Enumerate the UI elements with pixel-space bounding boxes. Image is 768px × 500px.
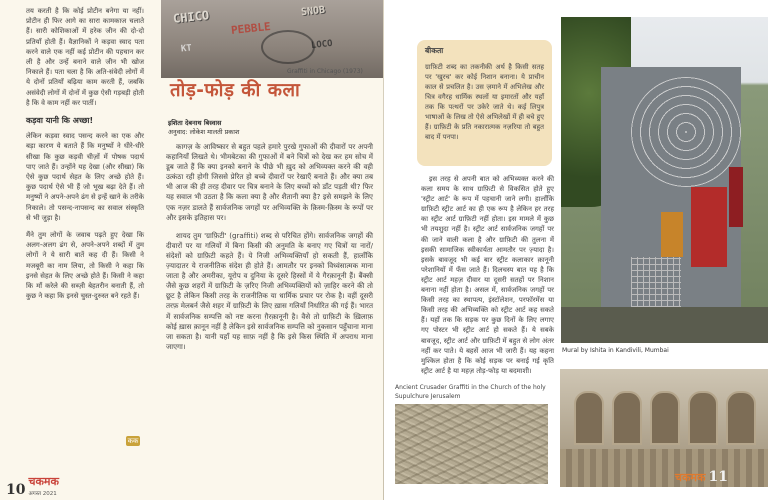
text-column-1 bbox=[26, 6, 144, 308]
magazine-name: चकमक bbox=[28, 475, 59, 488]
sidebar-box bbox=[417, 40, 552, 166]
end-ornament-icon: कक bbox=[127, 437, 139, 445]
crusader-caption: Ancient Crusader Graffiti in the Church of the holy Supulchure Jerusalem bbox=[395, 384, 546, 400]
crusader-graffiti-photo bbox=[395, 404, 548, 484]
translator-credit: अनुवाद: लोकेश मालती प्रकाश bbox=[168, 128, 240, 136]
magazine-name: चकमक bbox=[675, 471, 706, 484]
page-number: 11 bbox=[708, 469, 728, 485]
paragraph: इस तरह से अपनी बात को अभिव्यक्त करने की कला समय के साथ ग्राफ़िटी से विकसित होते हुए 'स्ट्रीट आर्ट' के रूप में पहचानी जाने लगी। हालाँकि ग्राफ़िटी स्ट्रीट आर्ट का ही एक रूप है लेकिन हर तरह का स्ट्रीट आर्ट ग्राफ़िटी नहीं होता। इस मामले में कुछ भी तयशुदा नहीं है। स्ट्रीट आर्ट सार्वजनिक जगहों पर की जाने वाली कला है और ग्राफ़िटी की तुलना में इसकी सामाजिक स्वीकार्यता आमतौर पर ज़्यादा है। इसके बावजूद भी कई बार स्ट्रीट कलाकार क़ानूनी परेशानियों में फँस जाते हैं। दिलचस्प बात यह है कि स्ट्रीट आर्ट महज़ दीवार या दूसरी सतहों पर निशान बनाना नहीं होता है। असल में, सार्वजनिक जगहों पर किसी तरह का स्थापत्य, इंस्टॉलेशन, परफॉरमेंस या किसी तरह की अभिव्यक्ति को स्ट्रीट आर्ट कह सकते हैं। यहाँ तक कि सड़क पर कुछ दिनों के लिए लगाए गए पोस्टर भी स्ट्रीट आर्ट हो सकते हैं। ये सबके बावजूद, स्ट्रीट आर्ट और ग्राफ़िटी में बहुत से लोग अंतर नहीं कर पाते। ये बहसें आज भी जारी हैं। यह कहना मुश्किल होता है कि कोई सड़क पर बनाई गई कृति स्ट्रीट आर्ट है या महज़ तोड़-फोड़ या बदमाशी। bbox=[421, 175, 554, 375]
paragraph: शायद तुम 'ग्राफ़िटी' (graffiti) शब्द से परिचित होंगे। सार्वजनिक जगहों की दीवारों पर या गलियों में बिना किसी की अनुमति के बनाए गए चित्रों या नारों/संदेशों को ग्राफ़िटी कहते हैं। ये निजी अभिव्यक्तियाँ हो सकती हैं, हालाँकि ज़्यादातर ये राजनीतिक संदेश ही होते हैं। आमतौर पर इनको विध्वंसात्मक माना जाता है और अमरीका, यूरोप व दुनिया के दूसरे हिस्सों में ये गैरक़ानूनी हैं। बैंक्सी जैसे कुछ शहरों में ग्राफ़िटी के ज़रिए निजी अभिव्यक्तियों को ज़ाहिर करने की तो छूट है लेकिन किसी तरह के राजनीतिक या धार्मिक प्रचार पर रोक है। वहीं दूसरी तरफ़ मेलबर्न जैसे शहर में ग्राफ़िटी के लिए ख़ास गलियाँ निर्धारित की गई हैं। भारत में सार्वजनिक सम्पत्ति को नष्ट करना ग़ैरक़ानूनी है। वैसे तो ग्राफ़िटी के ख़िलाफ़ कोई ख़ास क़ानून नहीं है लेकिन इसे सार्वजनिक सम्पत्ति को नुकसान पहुँचाना माना जा सकता है। यानी यहाँ यह साफ़ नहीं है कि इसे किस स्थिति में अपराध माना जाएगा। bbox=[166, 230, 373, 351]
paragraph: लेकिन कड़वा स्वाद पसन्द करने का एक और बड़ा कारण ये बताते हैं कि मनुष्यों ने धीरे-धीरे सीखा कि कुछ कड़वी चीज़ों में पोषक पदार्थ पाए जाते हैं। उन्होंने यह देखा (और सीखा) कि ऐसे कुछ पदार्थ सेहत के लिए अच्छे होते हैं। कुछ पदार्थ ऐसे भी हैं जो भूख बढ़ा देते हैं। तो मनुष्यों ने अपने-अपने ढंग से इन्हें खाने के तरीके निकाले। तो पसन्द-नापसन्द का सवाल संस्कृति से भी जुड़ा है। bbox=[26, 132, 144, 222]
sidebar-body: ग्राफ़िटी शब्द का तकनीकी अर्थ है किसी सतह पर 'खुरच' कर कोई निशान बनाना। ये प्राचीन काल से प्रचलित है। उस ज़माने में अभिलेख और चित्र वगैरह धार्मिक स्थलों या इमारतों और यहाँ तक कि पत्थरों पर उकेरे जाते थे। कई लिपुत्र भाषाओं के लिख तो ऐसे अभिलेखों में ही बचे हुए हैं। ग्राफ़िटी के प्रति नकारात्मक नज़रिया तो बहुत बाद में पनपा। bbox=[425, 63, 544, 141]
paragraph: तय करती है कि कोई प्रोटीन बनेगा या नहीं। प्रोटीन ही फिर आगे का सारा कामकाज चलाते हैं। सारी कोशिकाओं में हरेक जीन की दो-दो प्रतियाँ होती हैं। वैज्ञानिकों ने कड़वा स्वाद पता करने वाले एक नहीं कई प्रोटीन की पहचान कर ली है और उन्हें बनाने वाले जीन भी खोज निकाले हैं। पता चला है कि अति-संवेदी लोगों में ये दोनों प्रतियाँ बढ़िया काम करती हैं, जबकि असंवेदी लोगों में दोनों में कुछ ऐसी गड़बड़ी होती है कि वे काम नहीं कर पातीं। bbox=[26, 7, 144, 107]
paragraph: मैंने तुम लोगों के जवाब पढ़ते हुए देखा कि अलग-अलग ढंग से, अपने-अपने शब्दों में तुम लोगों ने ये सारी बातें कह दी हैं। किसी ने मजबूरी का नाम लिया, तो किसी ने कहा कि इनसे सेहत के लिए अच्छे होते हैं। किसी ने कहा कि माँ करेले की सब्ज़ी बेहतरीन बनाती हैं, तो कुछ ने कहा कि इनसे चुस्त-दुरुस्त बने रहते हैं। bbox=[26, 231, 144, 301]
mural-caption: Mural by Ishita in Kandivili, Mumbai bbox=[562, 347, 669, 354]
page-number: 10 bbox=[6, 482, 26, 498]
paragraph: कागज़ के आविष्कार से बहुत पहले हमारे पुरखे गुफाओं की दीवारों पर अपनी कहानियाँ लिखते थे। भीमबेटका की गुफाओं में बने चित्रों को देख कर हम सोच में डूब जाते हैं कि क्या इनको बनाने के पीछे भी ख़ुद को अभिव्यक्त करने की वही उत्कंठा रही होगी जिससे प्रेरित हो बच्चे दीवारों पर रेखाएँ बनाते हैं। और क्या तब भी आज की ही तरह दीवार पर चित्र बनाने के लिए बच्चों को डाँट पड़ती थी? फिर यह सवाल भी उठता है कि कला क्या है और शैतानी क्या है? इसे समझने के लिए एक नज़र डालते हैं सार्वजनिक जगहों पर अभिव्यक्ति के क़िस्म-क़िस्म के रूपों पर और इसके इतिहास पर। bbox=[166, 142, 373, 222]
author-name: इशिता देबनाथ बिस्वास bbox=[168, 119, 222, 127]
article-title: तोड़-फोड़ की कला bbox=[170, 80, 301, 101]
sidebar-title: बीकता bbox=[425, 46, 444, 55]
carved-wall-photo bbox=[560, 369, 768, 487]
page-folio-right bbox=[675, 470, 728, 484]
byline bbox=[168, 119, 239, 137]
chicago-graffiti-photo: CHICO PEBBLE SNOB LOCO KT bbox=[161, 0, 384, 78]
text-column-2 bbox=[166, 142, 373, 360]
page-folio-left bbox=[6, 470, 59, 497]
photo-credit: Graffiti in Chicago (1973) bbox=[287, 68, 363, 75]
section-subheading: कड़वा यानी कि अच्छा! bbox=[26, 116, 94, 126]
mural-photo bbox=[561, 17, 768, 343]
issue-date: अगस्त 2021 bbox=[28, 491, 57, 497]
text-column-3 bbox=[421, 174, 554, 376]
